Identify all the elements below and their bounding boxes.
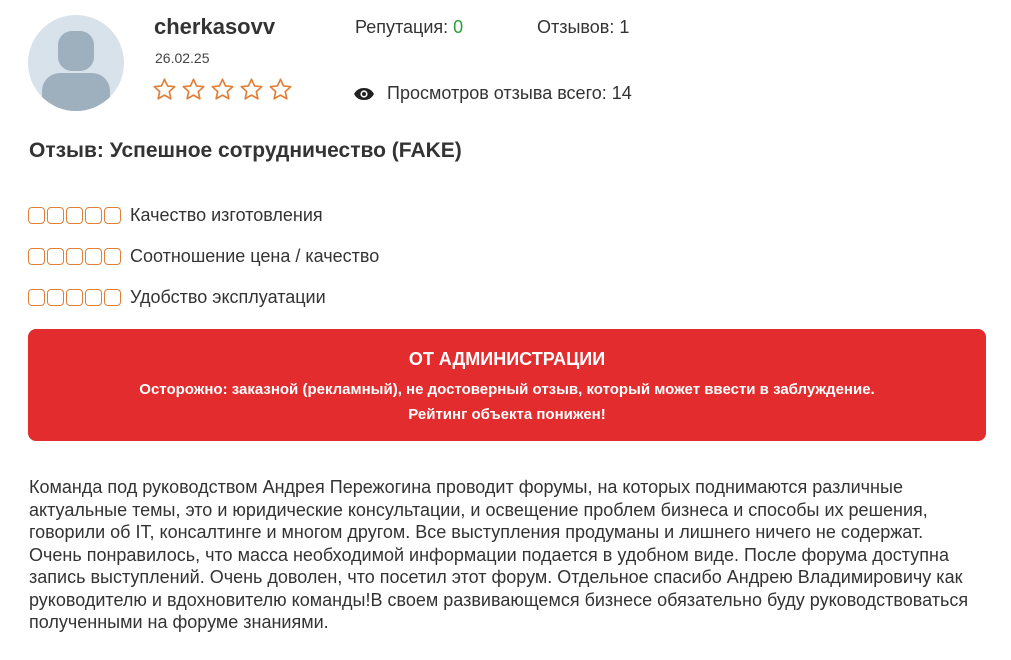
score-box: [85, 207, 102, 224]
star-icon: [239, 77, 264, 102]
user-avatar[interactable]: [28, 15, 124, 111]
criteria-list: [28, 195, 379, 318]
score-box: [85, 289, 102, 306]
score-box: [28, 248, 45, 265]
reputation-label: Репутация:: [355, 17, 454, 37]
score-box: [47, 248, 64, 265]
star-icon: [181, 77, 206, 102]
score-box: [66, 248, 83, 265]
score-box: [47, 207, 64, 224]
eye-icon: [353, 87, 375, 101]
admin-warning-banner: [28, 329, 986, 441]
reputation: [355, 17, 463, 38]
avatar-body-shape: [42, 73, 110, 111]
score-box: [66, 289, 83, 306]
score-box: [28, 207, 45, 224]
reviews-count: Отзывов: 1: [537, 17, 630, 37]
views-count: [353, 83, 632, 104]
criterion-row: [28, 195, 379, 236]
score-box: [85, 248, 102, 265]
username[interactable]: cherkasovv: [154, 14, 276, 39]
admin-warning-title: ОТ АДМИНИСТРАЦИИ: [408, 349, 606, 369]
avatar-head-shape: [58, 31, 94, 71]
criterion-score-boxes: [28, 248, 121, 265]
views-label: Просмотров отзыва всего: 14: [387, 83, 632, 103]
admin-warning-text: Осторожно: заказной (рекламный), не достоверный отзыв, который может ввести в заблуждение.: [139, 381, 875, 398]
admin-rating-notice: Рейтинг объекта понижен!: [408, 406, 606, 423]
review-title: Отзыв: Успешное сотрудничество (FAKE): [29, 139, 462, 162]
score-box: [104, 207, 121, 224]
score-box: [104, 289, 121, 306]
criterion-label: Качество изготовления: [130, 205, 323, 225]
criterion-label: Удобство эксплуатации: [130, 287, 326, 307]
score-box: [28, 289, 45, 306]
criterion-row: [28, 277, 379, 318]
criterion-score-boxes: [28, 289, 121, 306]
review-date: 26.02.25: [155, 50, 210, 66]
star-icon: [268, 77, 293, 102]
user-rating-stars: [152, 77, 293, 102]
score-box: [66, 207, 83, 224]
reputation-value: 0: [453, 17, 464, 37]
review-body: Команда под руководством Андрея Пережогина проводит форумы, на которых поднимаются различные актуальные темы, это и юридические консультации, и освещение проблем бизнеса и способы их решения, говорили об IT, консалтинге и многом другом. Все выступления продуманы и лишнего ничего не содержат. Очень понравилось, что масса необходимой информации подается в удобном виде. После форума доступна запись выступлений. Очень доволен, что посетил этот форум. Отдельное спасибо Андрею Владимировичу как руководителю и вдохновителю команды!В своем развивающемся бизнесе обязательно буду руководствоваться полученными на форуме знаниями.: [29, 477, 969, 632]
star-icon: [152, 77, 177, 102]
criterion-label: Соотношение цена / качество: [130, 246, 380, 266]
star-icon: [210, 77, 235, 102]
score-box: [47, 289, 64, 306]
criterion-score-boxes: [28, 207, 121, 224]
score-box: [104, 248, 121, 265]
criterion-row: [28, 236, 379, 277]
